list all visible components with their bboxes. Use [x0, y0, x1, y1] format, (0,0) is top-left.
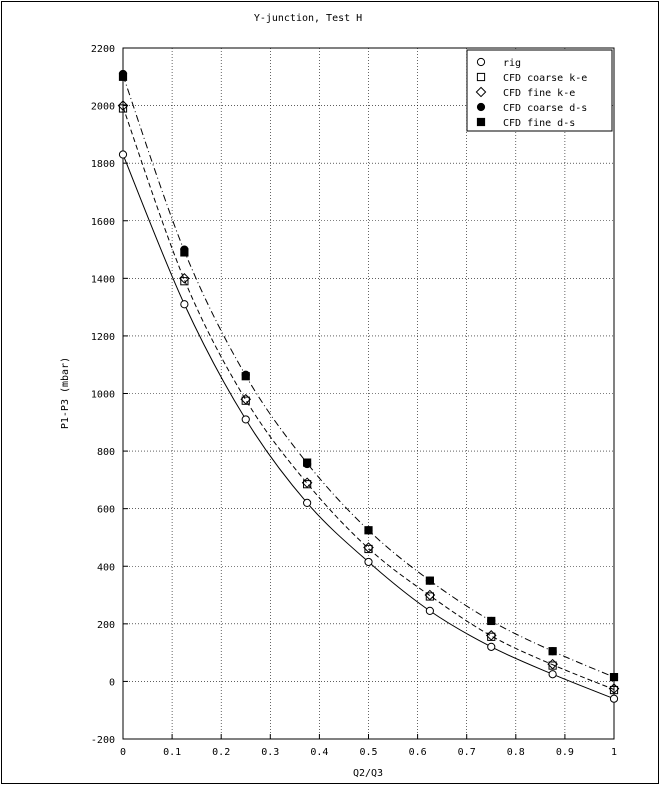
point-series-4: [549, 648, 556, 655]
y-tick-label: 1400: [90, 274, 115, 286]
point-series-4: [119, 73, 126, 80]
x-tick-label: 0.6: [408, 747, 427, 758]
x-tick-label: 0.9: [555, 747, 574, 758]
x-tick-label: 0.7: [457, 747, 476, 758]
y-tick-label: 1200: [90, 331, 115, 343]
legend-label: CFD coarse k-e: [503, 73, 588, 84]
y-tick-label: 1800: [90, 159, 115, 171]
x-tick-label: 0.3: [261, 747, 280, 758]
x-axis-label: Q2/Q3: [352, 768, 384, 779]
fit-line-dashed: [123, 107, 614, 689]
axes: [91, 44, 617, 758]
y-tick-label: 800: [96, 447, 115, 459]
legend-label: CFD coarse d-s: [503, 103, 588, 114]
point-series-4: [181, 249, 188, 256]
point-series-0: [610, 695, 617, 702]
x-tick-label: 0: [119, 747, 127, 758]
legend-marker: [477, 103, 484, 110]
x-tick-label: 0.2: [212, 747, 231, 758]
point-series-0: [426, 607, 433, 614]
point-series-4: [488, 617, 495, 624]
point-series-0: [242, 416, 249, 423]
y-tick-label: 1000: [90, 389, 115, 401]
y-tick-label: 2000: [90, 101, 115, 113]
point-series-4: [426, 577, 433, 584]
y-tick-label: 600: [96, 504, 115, 516]
grid: [123, 48, 614, 739]
chart-title: Y-junction, Test H: [253, 13, 363, 24]
point-series-0: [181, 301, 188, 308]
y-tick-label: 2200: [90, 44, 115, 55]
point-series-4: [365, 527, 372, 534]
x-tick-label: 0.1: [163, 747, 182, 758]
y-axis-label: P1-P3 (mbar): [60, 356, 71, 430]
legend: [467, 50, 612, 131]
x-tick-label: 1: [610, 747, 618, 758]
x-tick-label: 0.8: [506, 747, 525, 758]
point-series-0: [488, 643, 495, 650]
point-series-0: [365, 558, 372, 565]
point-series-4: [242, 373, 249, 380]
legend-label: CFD fine d-s: [503, 118, 576, 129]
point-series-0: [304, 499, 311, 506]
y-tick-label: 200: [96, 619, 115, 631]
point-series-0: [549, 671, 556, 678]
y-tick-label: 0: [108, 677, 115, 689]
legend-marker: [477, 118, 484, 125]
x-tick-label: 0.5: [359, 747, 378, 758]
point-series-4: [304, 459, 311, 466]
x-tick-label: 0.4: [310, 747, 329, 758]
point-series-1: [181, 278, 188, 285]
y-tick-label: 400: [96, 562, 115, 574]
y-tick-label: 1600: [90, 216, 115, 228]
legend-marker: [477, 58, 484, 65]
point-series-0: [119, 151, 126, 158]
y-tick-label: -200: [90, 735, 115, 746]
legend-label: rig: [503, 58, 522, 69]
point-series-4: [610, 673, 617, 680]
legend-label: CFD fine k-e: [503, 88, 576, 99]
